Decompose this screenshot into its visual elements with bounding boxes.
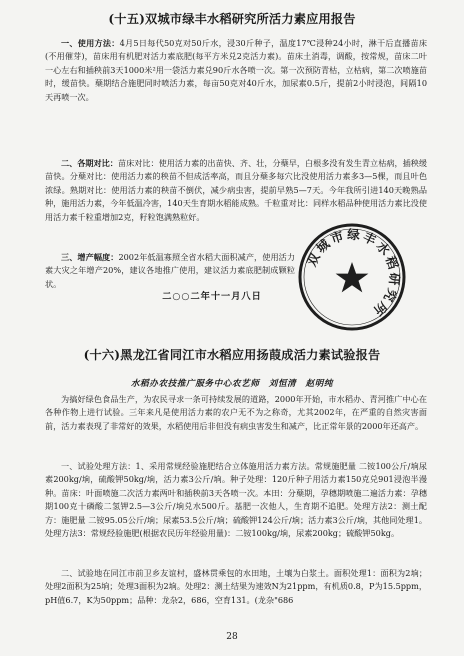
section-16-paragraph-3: 二、试验地在同江市前卫乡友谊村，盛林贯乘包的水田地，土壤为白浆土。面积处理1：面积为2垧；处理2面积为25垧；处理3面积为2垧。处理2：测土结果为速效N为21ppm，有机质0.8，P为15.5ppm，pH值6.7，K为50ppm；品种：龙杂2，686，空育131。(龙杂"686 bbox=[45, 568, 427, 605]
section-15-p3-body: 2002年低温寡照全省水稻大面积减产，使用活力素大灾之年增产20%，建议各地推广使用，建议活力素底肥制成颗粒状。 bbox=[45, 252, 295, 289]
page-number: 28 bbox=[226, 632, 238, 642]
section-15-p3-heading: 三、增产幅度： bbox=[61, 252, 119, 262]
seal-star-icon bbox=[336, 262, 369, 292]
section-16-title: (十六)黑龙江省同江市水稻应用扬葭成活力素试验报告 bbox=[83, 348, 381, 362]
section-15-p2-body: 苗床对比：使用活力素的出苗快、齐、壮，分蘖早，白根多没有发生青立枯病，插秧缓苗快。分蘖对比：使用活力素的秧苗不但成活率高，而且分蘖多每穴比没使用活力素多3—5棵，而且叶色浓绿。熟期对比：使用活力素的秧苗不倒伏，减少病虫害，提前早熟5—7天。今年我所引进140天晚熟品种，施用活力素，今年低温冷害，140天生育期水稻能成熟。千粒重对比：同样水稻品种使用活力素比没使用活力素千粒重增加2克，籽粒饱满熟粒好。 bbox=[45, 158, 427, 222]
section-15-paragraph-3 bbox=[45, 251, 295, 291]
section-16-paragraph-1: 为搞好绿色食品生产，为农民寻求一条可持续发展的道路，2000年开始，市水稻办、青河推广中心在各种作物上进行试验。三年来凡是使用活力素的农户无不为之称奇，尤其2002年，在严重的自然灾害面前，活力素表现了非常好的效果，水稻使用后非但没有病虫害发生和减产，比正常年景的2000年还高产。 bbox=[45, 394, 427, 431]
section-15-p1-heading: 一、使用方法： bbox=[61, 38, 120, 48]
section-15-paragraph-2 bbox=[45, 157, 427, 224]
section-15-paragraph-1 bbox=[45, 37, 427, 104]
section-16-paragraph-2: 一、试验处理方法：1、采用常规经验施肥结合立体施用活力素方法。常规施肥量 二铵100公斤/垧尿素200kg/垧，硫酸钾50kg/垧，活力素3公斤/垧。种子处理：120斤种子用活力素150克兑901浸泡半漫种。苗床：叶面喷施二次活力素两叶和插秧前3天各喷一次。本田：分蘖期，孕穗期喷施二遍活力素：孕穗期100克十磷酸二氢钾2.5—3公斤/垧兑水500斤。基肥一次他人，生育期不追肥。处理方法2：测土配方：施肥量 二铵95.05公斤/垧；尿素53.5公斤/垧；硫酸钾124公斤/垧；活力素3公斤/垧，其他同处理1。处理方法3：常规经验施肥(根据农民历年经验用量)：二铵100kg/垧，尿素200kg；硫酸钾50kg。 bbox=[45, 461, 427, 539]
section-15-date: 二○○二年十一月八日 bbox=[162, 291, 262, 302]
section-15-p1-body: 4月5日每代50克对50斤水，浸30斤种子，温度17℃浸种24小时，淋干后直播苗床(不用催芽)，苗床用有机肥对活力素底肥(每平方米兑2克活力素)。苗床土消毒，调酸，按常规，苗床二叶一心左右和插秧前3天1000米²用一袋活力素兑90斤水各喷一次。第一次预防青枯，立枯病，第二次喷施苗时，缓苗快。蘖期结合施肥同时喷活力素，每亩50克对40斤水，加尿素0.5斤，提前2小时浸泡，间隔10天再喷一次。 bbox=[45, 38, 427, 102]
seal-text: 双城市绿丰水稻研究所 bbox=[303, 226, 403, 321]
institute-seal-stamp bbox=[297, 222, 407, 332]
section-15-p2-heading: 二、各期对比： bbox=[61, 158, 118, 168]
section-15-title: (十五)双城市绿丰水稻研究所活力素应用报告 bbox=[108, 12, 356, 26]
section-16-byline: 水稻办农技推广服务中心农艺师 刘恒清 赵明纯 bbox=[130, 379, 334, 389]
